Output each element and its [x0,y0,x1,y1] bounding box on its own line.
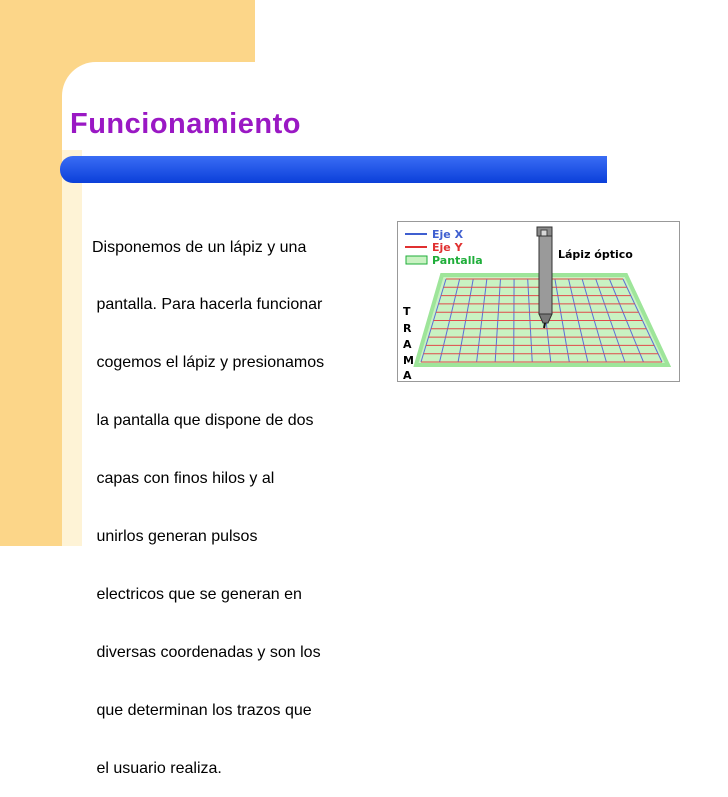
title-underline-bar [60,156,607,183]
body-line: la pantalla que dispone de dos [92,411,377,430]
body-line: diversas coordenadas y son los [92,643,377,662]
diagram-canvas [398,222,681,383]
body-line: el usuario realiza. [92,759,377,778]
slide-title: Funcionamiento [70,108,301,141]
body-line: pantalla. Para hacerla funcionar [92,295,377,314]
body-line: unirlos generan pulsos [92,527,377,546]
body-text [92,199,377,797]
legend-label-x: Eje X [432,228,464,241]
pen-icon [537,227,552,328]
legend-label-screen: Pantalla [432,254,483,267]
trama-letter: A [403,338,412,351]
trama-letter: M [403,354,414,367]
trama-letter: R [403,322,412,335]
body-line: electricos que se generan en [92,585,377,604]
legend-swatch-screen [406,256,427,264]
body-line: que determinan los trazos que [92,701,377,720]
body-line: capas con finos hilos y al [92,469,377,488]
body-line: cogemos el lápiz y presionamos [92,353,377,372]
trama-letter: A [403,369,412,382]
pen-label: Lápiz óptico [558,248,633,261]
legend-label-y: Eje Y [432,241,464,254]
trama-letter: T [403,305,411,318]
side-accent-strip [62,150,82,546]
light-pen-diagram [397,221,680,382]
body-line: Disponemos de un lápiz y una [92,238,377,257]
